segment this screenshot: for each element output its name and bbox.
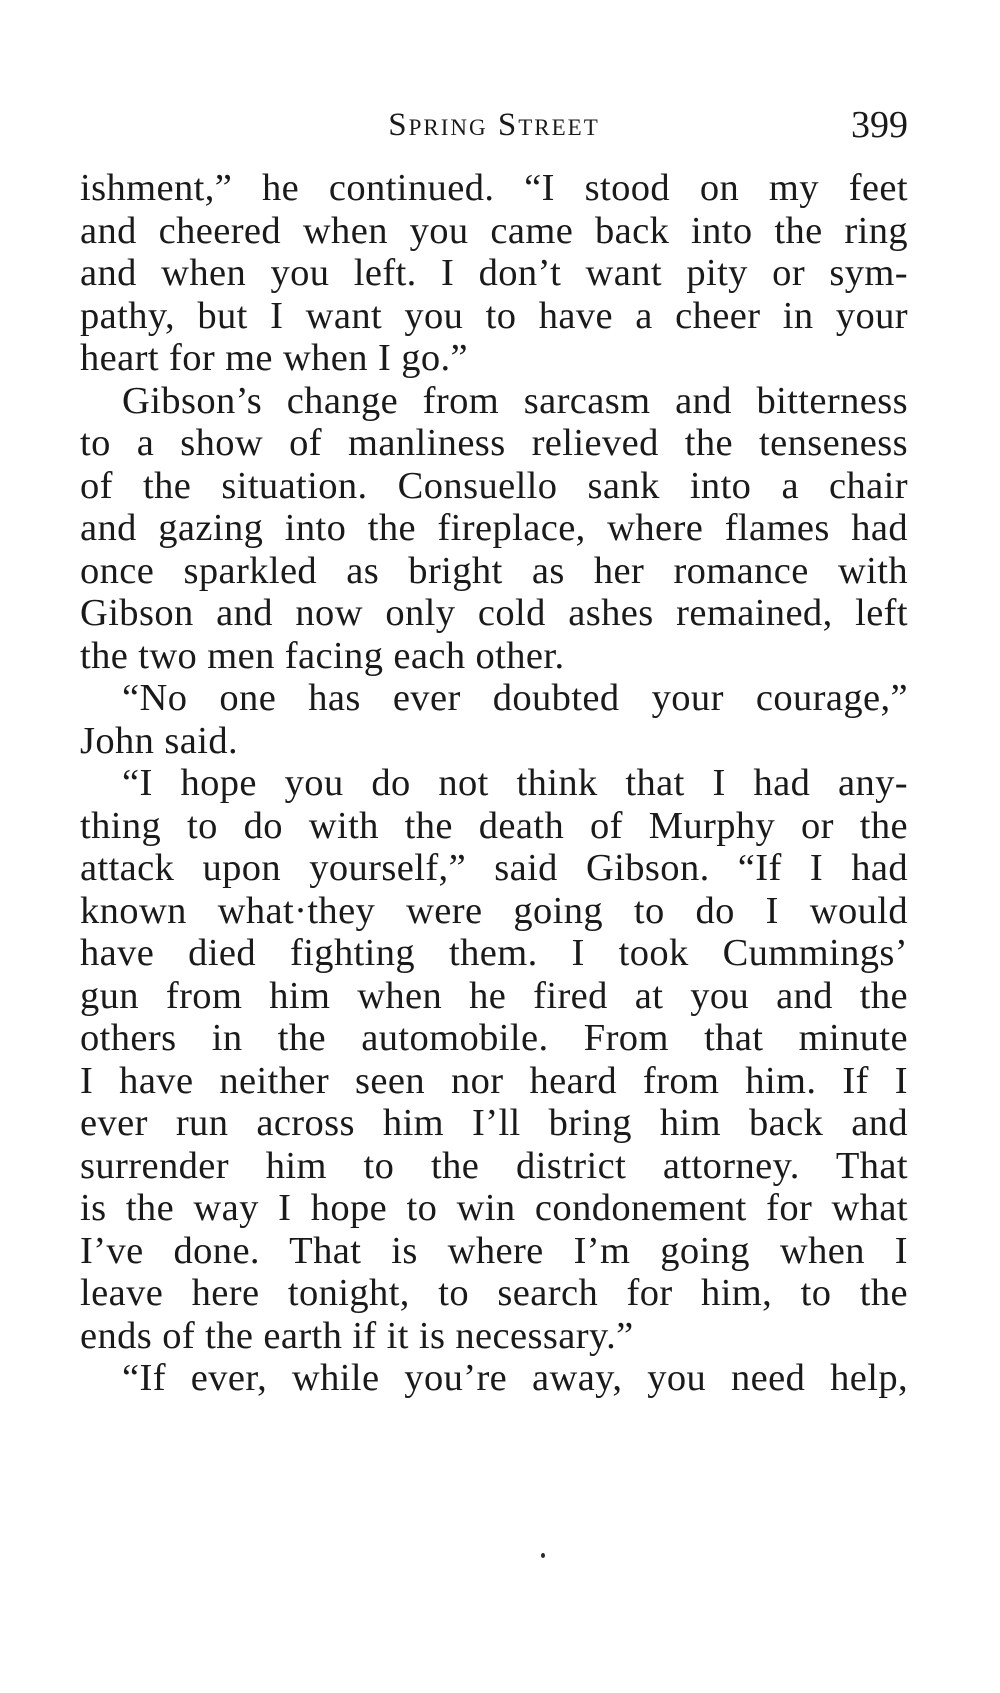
paragraph [80, 380, 908, 678]
running-head [80, 95, 908, 155]
text-line: gun from him when he fired at you and the [80, 974, 908, 1017]
text-line: others in the automobile. From that minute [80, 1017, 908, 1059]
body-text [80, 167, 908, 1400]
text-line: attack upon yourself,” said Gibson. “If I had [80, 847, 908, 889]
text-line: pathy, but I want you to have a cheer in your [80, 294, 908, 337]
paragraph [80, 762, 908, 1357]
text-line: “I hope you do not think that I had any- [122, 762, 908, 804]
text-line: heart for me when I go.” [80, 337, 469, 379]
text-line: the two men facing each other. [80, 634, 565, 677]
text-line: and cheered when you came back into the ring [80, 209, 908, 252]
paragraph-continuation [80, 167, 908, 380]
text-line: I’ve done. That is where I’m going when I [80, 1229, 908, 1272]
text-line: I have neither seen nor heard from him. If I [80, 1059, 908, 1102]
text-line: ever run across him I’ll bring him back and [80, 1102, 908, 1144]
text-line: thing to do with the death of Murphy or the [80, 804, 908, 847]
text-line: have died fighting them. I took Cummings’ [80, 932, 908, 974]
text-line: known what·they were going to do I would [80, 889, 908, 932]
text-line: once sparkled as bright as her romance with [80, 549, 908, 592]
text-line: Gibson and now only cold ashes remained, left [80, 592, 908, 634]
text-line: “If ever, while you’re away, you need help, [122, 1357, 908, 1399]
text-line: to a show of manliness relieved the tenseness [80, 422, 908, 464]
text-line: John said. [80, 719, 238, 762]
text-line: ends of the earth if it is necessary.” [80, 1314, 634, 1357]
book-page [80, 95, 908, 1400]
text-line: of the situation. Consuello sank into a chair [80, 464, 908, 507]
running-title: Spring Street [388, 107, 600, 143]
text-line: surrender him to the district attorney. That [80, 1144, 908, 1187]
text-line: ishment,” he continued. “I stood on my feet [80, 167, 908, 209]
scan-speck [541, 1553, 545, 1558]
paragraph [80, 1357, 908, 1400]
text-line: “No one has ever doubted your courage,” [122, 677, 908, 719]
text-line: Gibson’s change from sarcasm and bitterness [122, 379, 908, 422]
paragraph [80, 677, 908, 762]
text-line: is the way I hope to win condonement for what [80, 1187, 908, 1229]
text-line: and gazing into the fireplace, where flames had [80, 507, 908, 549]
page-number: 399 [851, 104, 908, 146]
text-line: and when you left. I don’t want pity or sym- [80, 252, 908, 294]
text-line: leave here tonight, to search for him, to the [80, 1272, 908, 1314]
